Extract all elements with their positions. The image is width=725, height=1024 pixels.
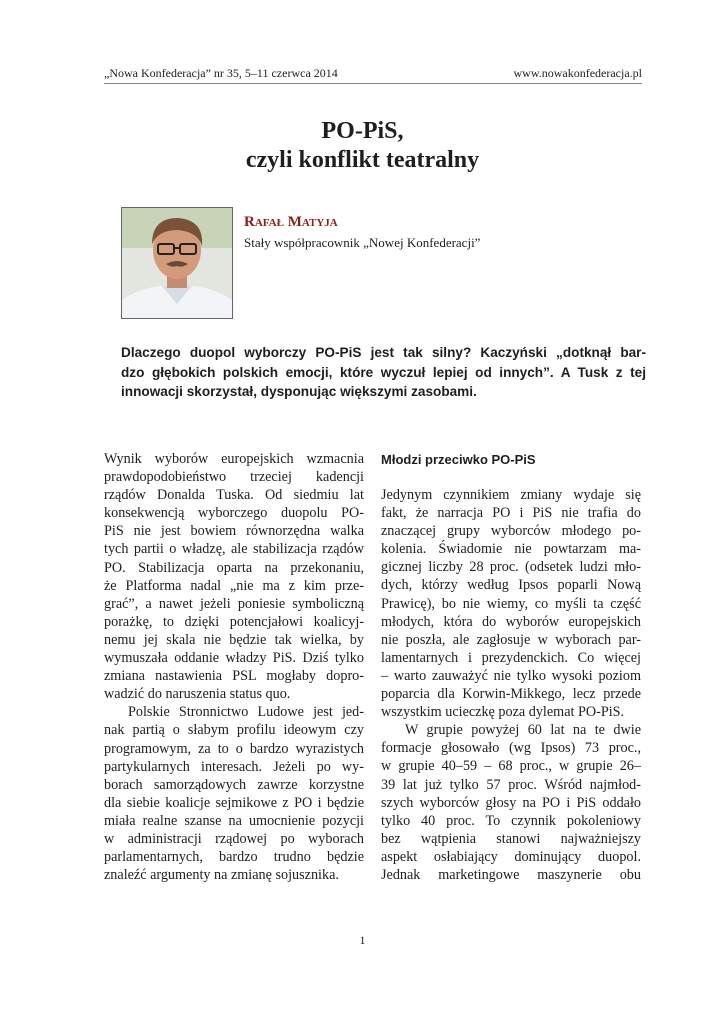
header-divider: [104, 83, 642, 84]
body-column-left: [104, 450, 364, 884]
body-line: kolenia. Świadomie nie powtarzam ma-: [381, 541, 641, 558]
body-line: bez wątpienia stanowi najważniejszy: [381, 830, 641, 847]
body-line: tych partii o władzę, ale stabilizacja rządów: [104, 541, 364, 558]
body-line: porażkę, to dzięki potencjałowi koalicyj-: [104, 613, 364, 630]
body-line: że Platforma nadal „nie ma z kim prze-: [104, 577, 364, 594]
body-line: Jedynym czynnikiem zmiany wydaje się: [381, 487, 641, 503]
body-line: Jednak marketingowe maszynerie obu: [381, 866, 641, 883]
body-line: lamentarnych i prezydenckich. Co więcej: [381, 649, 641, 666]
body-line: konsekwencją wyborczego duopolu PO-: [104, 505, 364, 522]
body-line: zmiana nastawienia PSL mogłaby dopro-: [104, 668, 364, 685]
body-line: w administracji rządowej po wyborach: [104, 830, 364, 847]
running-header-issue: „Nowa Konfederacja” nr 35, 5–11 czerwca 2014: [104, 66, 338, 80]
body-line: rządów Donalda Tuska. Od siedmiu lat: [104, 487, 364, 504]
body-line: Polskie Stronnictwo Ludowe jest jed-: [128, 704, 364, 721]
running-header-url[interactable]: www.nowakonfederacja.pl: [513, 66, 642, 80]
body-line: wadzić do naruszenia status quo.: [104, 686, 291, 703]
body-column-right: [381, 486, 641, 884]
body-line: dla siebie koalicje sejmikowe z PO i będzie: [104, 794, 364, 811]
article-lead: [121, 343, 646, 402]
author-photo: [121, 207, 233, 319]
body-line: Prawicę), bo nie wiemy, co myśli ta część: [381, 595, 641, 612]
article-title: [0, 117, 725, 175]
body-line: borach samorządowych zawrze korzystne: [104, 776, 364, 793]
lead-line: innowacji skorzystał, dysponując większymi zasobami.: [121, 384, 477, 399]
body-line: znaczącej grupy wyborców młodego po-: [381, 523, 641, 540]
body-line: nie poszła, ale zagłosuje w wyborach par-: [381, 631, 641, 648]
body-line: 39 lat już tylko 57 proc. Wśród najmłod-: [381, 776, 641, 793]
body-line: poparcia dla Korwin-Mikkego, lecz przede: [381, 686, 641, 703]
body-line: tylko 40 proc. To czynnik pokoleniowy: [381, 812, 641, 829]
body-line: gicznej liczby 28 proc. (odsetek ludzi mło-: [381, 559, 641, 576]
body-line: w grupie 40–59 – 68 proc., w grupie 26–: [381, 758, 641, 775]
body-line: szych wyborców głosy na PO i PiS oddało: [381, 794, 641, 811]
body-line: znaleźć argumenty na zmianę sojusznika.: [104, 867, 339, 884]
page-number: 1: [359, 933, 366, 947]
body-line: dych, którzy według Ipsos poparli Nową: [381, 577, 641, 594]
body-line: – warto zauważyć nie tylko wysoki poziom: [381, 667, 641, 684]
body-line: prawdopodobieństwo trzeciej kadencji: [104, 469, 364, 486]
body-line: PiS nie jest bowiem równorzędna walka: [104, 523, 364, 540]
author-portrait-image: [122, 208, 232, 318]
body-line: PO. Stabilizacja oparta na przekonaniu,: [104, 559, 364, 576]
body-line: grać”, a nawet jeżeli poniesie symboliczną: [104, 595, 364, 612]
title-line: czyli konflikt teatralny: [245, 147, 480, 173]
lead-line: dzo głębokich polskich emocji, które wyczuł lepiej od innych”. A Tusk z tej: [121, 364, 646, 380]
body-line: programowym, za to o bardzo wyrazistych: [104, 740, 364, 757]
body-line: miała realne szanse na umocnienie pozycji: [104, 812, 364, 829]
title-line: PO-PiS,: [321, 118, 404, 144]
body-line: partykularnych interesach. Jeżeli po wy-: [104, 758, 364, 775]
body-line: parlamentarnych, bardzo trudno będzie: [104, 849, 364, 866]
body-line: nak partią o słabym profilu ideowym czy: [104, 722, 364, 739]
body-line: wymuszała oddanie władzy PiS. Dziś tylko: [104, 650, 364, 667]
body-line: aspekt osłabiający dominujący duopol.: [381, 848, 641, 865]
body-line: Wynik wyborów europejskich wzmacnia: [104, 451, 364, 467]
body-line: fakt, że narracja PO i PiS nie trafia do: [381, 505, 641, 522]
section-subheading: Młodzi przeciwko PO-PiS: [381, 452, 536, 467]
body-line: nemu jej skala nie będzie tak wielka, by: [104, 631, 364, 648]
body-line: młodych, która do wyborów europejskich: [381, 613, 641, 630]
lead-line: Dlaczego duopol wyborczy PO-PiS jest tak silny? Kaczyński „dotknął bar-: [121, 345, 646, 360]
body-line: formacje głosowało (wg Ipsos) 73 proc.,: [381, 740, 641, 757]
author-role: Stały współpracownik „Nowej Konfederacji”: [244, 235, 481, 250]
body-line: W grupie powyżej 60 lat na te dwie: [405, 722, 641, 739]
body-line: wszystkim ucieczkę poza dylemat PO-PiS.: [381, 704, 625, 721]
author-name: Rafał Matyja: [244, 214, 338, 230]
